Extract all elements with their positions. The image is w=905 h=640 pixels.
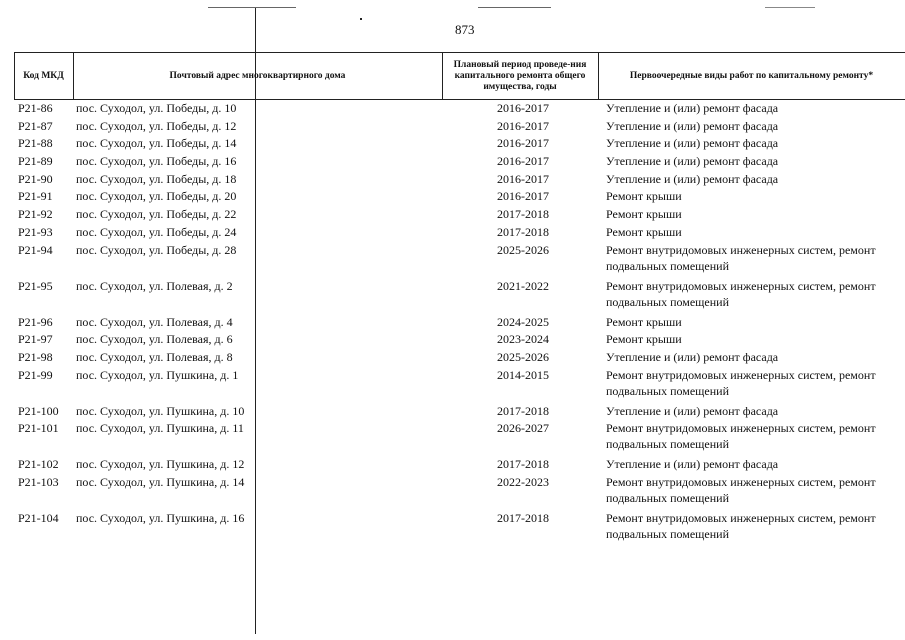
cell-period: 2025-2026 bbox=[497, 242, 549, 257]
cell-code: Р21-87 bbox=[18, 118, 53, 133]
cell-period: 2016-2017 bbox=[497, 189, 549, 204]
cell-works: Утепление и (или) ремонт фасада bbox=[606, 457, 779, 472]
table-row bbox=[0, 206, 905, 224]
cell-works: Ремонт крыши bbox=[606, 207, 682, 222]
cell-code: Р21-93 bbox=[18, 224, 53, 239]
table-row bbox=[0, 100, 905, 118]
table-row bbox=[0, 171, 905, 189]
cell-period: 2016-2017 bbox=[497, 101, 549, 115]
cell-period: 2016-2017 bbox=[497, 136, 549, 151]
cell-address: пос. Суходол, ул. Победы, д. 18 bbox=[76, 171, 237, 186]
scan-dot bbox=[360, 18, 362, 20]
cell-address: пос. Суходол, ул. Полевая, д. 8 bbox=[76, 349, 233, 364]
scan-mark-top-left bbox=[208, 7, 296, 8]
header-address-label: Почтовый адрес многоквартирного дома bbox=[169, 70, 346, 81]
cell-period: 2017-2018 bbox=[497, 224, 549, 239]
table-row bbox=[0, 278, 905, 314]
cell-works: Утепление и (или) ремонт фасада bbox=[606, 403, 779, 418]
cell-code: Р21-88 bbox=[18, 136, 53, 151]
cell-code: Р21-89 bbox=[18, 154, 53, 169]
cell-works: Ремонт внутридомовых инженерных систем, ремонт подвальных помещений bbox=[606, 421, 876, 452]
cell-address: пос. Суходол, ул. Пушкина, д. 12 bbox=[76, 457, 245, 472]
cell-period: 2014-2015 bbox=[497, 367, 549, 382]
cell-address: пос. Суходол, ул. Победы, д. 16 bbox=[76, 154, 237, 169]
cell-period: 2026-2027 bbox=[497, 421, 549, 436]
cell-code: Р21-96 bbox=[18, 314, 53, 329]
cell-period: 2021-2022 bbox=[497, 278, 549, 293]
header-code bbox=[14, 52, 73, 100]
cell-code: Р21-98 bbox=[18, 349, 53, 364]
header-works bbox=[598, 52, 905, 100]
cell-works: Ремонт внутридомовых инженерных систем, ремонт подвальных помещений bbox=[606, 474, 876, 505]
cell-works: Ремонт крыши bbox=[606, 332, 682, 347]
table-row bbox=[0, 510, 905, 546]
cell-period: 2017-2018 bbox=[497, 457, 549, 472]
cell-period: 2017-2018 bbox=[497, 403, 549, 418]
cell-address: пос. Суходол, ул. Пушкина, д. 16 bbox=[76, 510, 245, 525]
cell-address: пос. Суходол, ул. Победы, д. 24 bbox=[76, 224, 237, 239]
cell-period: 2016-2017 bbox=[497, 118, 549, 133]
page-number: 873 bbox=[455, 22, 475, 37]
cell-address: пос. Суходол, ул. Пушкина, д. 11 bbox=[76, 421, 244, 436]
table-row bbox=[0, 224, 905, 242]
cell-code: Р21-86 bbox=[18, 101, 53, 115]
cell-works: Ремонт крыши bbox=[606, 314, 682, 329]
cell-works: Ремонт внутридомовых инженерных систем, ремонт подвальных помещений bbox=[606, 367, 876, 398]
cell-works: Утепление и (или) ремонт фасада bbox=[606, 171, 779, 186]
cell-code: Р21-95 bbox=[18, 278, 53, 293]
cell-address: пос. Суходол, ул. Победы, д. 12 bbox=[76, 118, 237, 133]
cell-works: Утепление и (или) ремонт фасада bbox=[606, 118, 779, 133]
cell-works: Утепление и (или) ремонт фасада bbox=[606, 154, 779, 169]
cell-period: 2017-2018 bbox=[497, 207, 549, 222]
cell-period: 2025-2026 bbox=[497, 349, 549, 364]
table-row bbox=[0, 420, 905, 456]
cell-period: 2017-2018 bbox=[497, 510, 549, 525]
cell-address: пос. Суходол, ул. Полевая, д. 4 bbox=[76, 314, 233, 329]
cell-works: Ремонт внутридомовых инженерных систем, ремонт подвальных помещений bbox=[606, 242, 876, 273]
cell-address: пос. Суходол, ул. Пушкина, д. 14 bbox=[76, 474, 245, 489]
header-period-label: Плановый период проведе-ния капитального ремонта общего имущества, годы bbox=[453, 59, 587, 92]
cell-code: Р21-90 bbox=[18, 171, 53, 186]
table-row bbox=[0, 403, 905, 421]
scan-mark-top-right bbox=[478, 7, 551, 8]
table-row bbox=[0, 367, 905, 403]
cell-code: Р21-97 bbox=[18, 332, 53, 347]
table-row bbox=[0, 314, 905, 332]
header-period bbox=[442, 52, 598, 100]
table-row bbox=[0, 349, 905, 367]
cell-works: Ремонт крыши bbox=[606, 224, 682, 239]
cell-works: Утепление и (или) ремонт фасада bbox=[606, 349, 779, 364]
cell-code: Р21-100 bbox=[18, 403, 59, 418]
cell-code: Р21-92 bbox=[18, 207, 53, 222]
cell-code: Р21-94 bbox=[18, 242, 53, 257]
table-row bbox=[0, 242, 905, 278]
cell-code: Р21-91 bbox=[18, 189, 53, 204]
table-row bbox=[0, 456, 905, 474]
cell-period: 2016-2017 bbox=[497, 171, 549, 186]
cell-address: пос. Суходол, ул. Победы, д. 14 bbox=[76, 136, 237, 151]
cell-code: Р21-102 bbox=[18, 457, 59, 472]
cell-works: Ремонт внутридомовых инженерных систем, ремонт подвальных помещений bbox=[606, 510, 876, 541]
cell-period: 2016-2017 bbox=[497, 154, 549, 169]
cell-code: Р21-101 bbox=[18, 421, 59, 436]
cell-address: пос. Суходол, ул. Победы, д. 28 bbox=[76, 242, 237, 257]
cell-code: Р21-99 bbox=[18, 367, 53, 382]
cell-address: пос. Суходол, ул. Победы, д. 20 bbox=[76, 189, 237, 204]
cell-address: пос. Суходол, ул. Победы, д. 22 bbox=[76, 207, 237, 222]
cell-code: Р21-104 bbox=[18, 510, 59, 525]
cell-works: Ремонт внутридомовых инженерных систем, ремонт подвальных помещений bbox=[606, 278, 876, 309]
table-row bbox=[0, 474, 905, 510]
table-row bbox=[0, 118, 905, 136]
cell-address: пос. Суходол, ул. Победы, д. 10 bbox=[76, 101, 237, 115]
table-row bbox=[0, 135, 905, 153]
table-row bbox=[0, 188, 905, 206]
cell-period: 2023-2024 bbox=[497, 332, 549, 347]
table-body bbox=[0, 100, 905, 546]
cell-address: пос. Суходол, ул. Полевая, д. 6 bbox=[76, 332, 233, 347]
scan-mark-top-far-right bbox=[765, 7, 815, 8]
header-code-label: Код МКД bbox=[23, 70, 64, 81]
header-works-label: Первоочередные виды работ по капитальному ремонту* bbox=[629, 70, 874, 81]
cell-period: 2024-2025 bbox=[497, 314, 549, 329]
cell-works: Утепление и (или) ремонт фасада bbox=[606, 101, 779, 115]
cell-code: Р21-103 bbox=[18, 474, 59, 489]
cell-period: 2022-2023 bbox=[497, 474, 549, 489]
cell-address: пос. Суходол, ул. Пушкина, д. 10 bbox=[76, 403, 245, 418]
cell-address: пос. Суходол, ул. Полевая, д. 2 bbox=[76, 278, 233, 293]
cell-works: Утепление и (или) ремонт фасада bbox=[606, 136, 779, 151]
cell-address: пос. Суходол, ул. Пушкина, д. 1 bbox=[76, 367, 239, 382]
table-row bbox=[0, 153, 905, 171]
table-row bbox=[0, 331, 905, 349]
cell-works: Ремонт крыши bbox=[606, 189, 682, 204]
header-address bbox=[73, 52, 442, 100]
